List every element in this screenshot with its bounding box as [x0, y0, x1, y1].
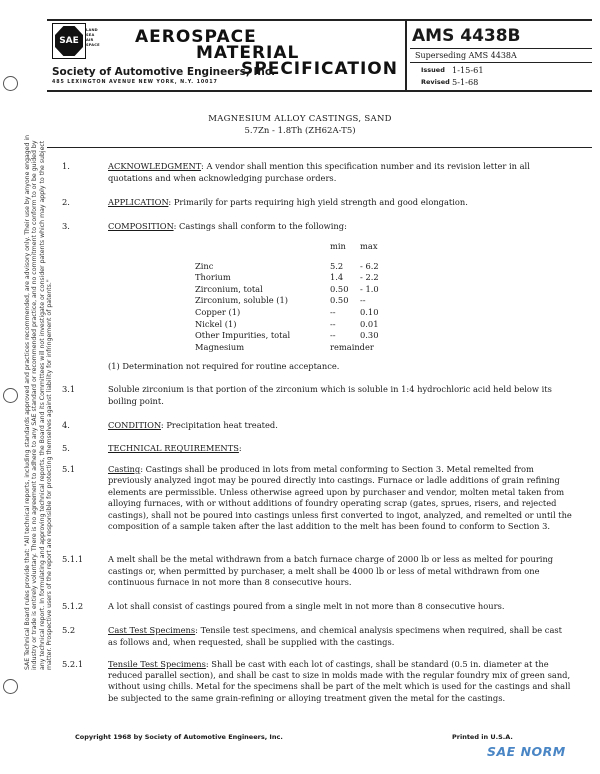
doc-number-rule — [410, 48, 592, 49]
section-3-1-number: 3.1 — [62, 384, 76, 394]
supersedes: Superseding AMS 4438A — [415, 51, 517, 60]
binding-hole — [3, 679, 18, 694]
issued-date: 1-15-61 — [452, 65, 484, 75]
subtitle-rule — [47, 147, 592, 148]
section-3-number: 3. — [62, 221, 70, 231]
col-min: min — [330, 241, 346, 251]
header-divider — [405, 20, 407, 90]
section-3-heading: COMPOSITION — [108, 221, 174, 231]
doc-number: AMS 4438B — [412, 26, 521, 46]
footer-copyright: Copyright 1968 by Society of Automotive Engineers, Inc. — [75, 733, 283, 741]
header-top-rule — [47, 19, 592, 21]
section-3-1-text: Soluble zirconium is that portion of the zirconium which is soluble in 1:4 hydrochloric acid held below its boiling point. — [108, 384, 552, 406]
section-5-2-heading: Cast Test Specimens — [108, 625, 196, 635]
composition-row: Zirconium, total 0.50 - 1.0 — [195, 283, 379, 294]
section-5-1-number: 5.1 — [62, 464, 76, 474]
section-5-2 — [108, 625, 572, 648]
section-5-2-1 — [108, 659, 572, 704]
section-1-number: 1. — [62, 161, 70, 171]
sae-logo — [52, 23, 86, 59]
composition-row: Zinc 5.2 - 6.2 — [195, 260, 379, 271]
composition-row: Other Impurities, total -- 0.30 — [195, 330, 379, 341]
section-3-text: : Castings shall conform to the following: — [173, 221, 347, 231]
header-bottom-rule — [47, 90, 592, 92]
revised-date: 5-1-68 — [452, 77, 479, 87]
issued-label: Issued — [421, 66, 445, 74]
section-5-1-heading: Casting — [108, 464, 141, 474]
section-1-text: : A vendor shall mention this specification number and its revision letter in all quotations and when acknowledging purchase orders. — [108, 161, 530, 183]
composition-footnote: (1) Determination not required for routine acceptance. — [108, 361, 340, 371]
section-2-heading: APPLICATION — [108, 197, 169, 207]
section-5-1-2-number: 5.1.2 — [62, 601, 84, 611]
binding-hole — [3, 76, 18, 91]
title-aerospace: AEROSPACE — [135, 27, 257, 47]
section-5-number: 5. — [62, 443, 70, 453]
section-5 — [108, 443, 572, 455]
section-5-1-1-number: 5.1.1 — [62, 554, 84, 564]
section-5-2-1-text: : Shall be cast with each lot of castings, shall be standard (0.5 in. diameter at the reduced parallel section), and shall be cast to size in molds made with the regular foundry mix of green sand, without using chills. Metal for the specimens shall be part of the melt which is used for the castings and shall be subjected to the same grain-refining or alloying treatment given the metal for the castings. — [108, 659, 571, 703]
section-5-1-2-text: A lot shall consist of castings poured from a single melt in not more than 8 consecutive hours. — [108, 601, 505, 611]
composition-row: Magnesium remainder — [195, 341, 374, 352]
section-5-2-1-number: 5.2.1 — [62, 659, 84, 669]
section-1 — [108, 161, 572, 184]
composition-row: Nickel (1) -- 0.01 — [195, 318, 379, 329]
title-material: MATERIAL — [196, 43, 300, 63]
society-address: 485 LEXINGTON AVENUE NEW YORK, N.Y. 10017 — [52, 80, 218, 85]
section-5-1-text: : Castings shall be produced in lots from metal conforming to Section 3. Metal remelted from previously analyzed ingot may be poured directly into castings. Furnace or ladle additions of grain refining elements are permissible. Unless otherwise agreed upon by purchaser and vendor, molten metal taken from alloying furnaces, with or without additions of foundry operating scrap (gates, sprues, risers, and rejected castings), shall not be poured into castings unless first converted to ingot, analyzed, and remelted or until the composition of a sample taken after the last addition to the melt has been found to conform to Section 3. — [108, 464, 572, 532]
composition-row: Thorium 1.4 - 2.2 — [195, 272, 379, 283]
section-3 — [108, 221, 572, 233]
section-5-2-text: : Tensile test specimens, and chemical analysis specimens when required, shall be cast as follows and, when requested, shall be supplied with the castings. — [108, 625, 562, 647]
disclaimer-text: SAE Technical Board rules provide that: "All technical reports, including standards approved and practices recommended, are advisory only. Their use by anyone engaged in industry or trade is entirely voluntary. There is no agreement to adhere to any SAE standard or recommended practice, and no commitment to conform to or be guided by any technical report. In formulating and approving technical reports, the Board and its Committees will not investigate or consider patents which may apply to the subject matter. Prospective users of the report are responsible for protecting themselves against liability for infringement of patents." — [24, 134, 54, 670]
composition-header — [195, 241, 405, 253]
composition-table — [195, 241, 405, 353]
binding-hole — [3, 388, 18, 403]
subtitle-line2: 5.7Zn - 1.8Th (ZH62A-T5) — [244, 126, 356, 136]
section-4 — [108, 420, 572, 432]
society-name: Society of Automotive Engineers, Inc. — [52, 66, 276, 78]
sidebar-disclaimer — [24, 130, 96, 670]
supersedes-rule — [410, 62, 592, 63]
section-4-heading: CONDITION — [108, 420, 161, 430]
section-5-heading: TECHNICAL REQUIREMENTS — [108, 443, 239, 453]
composition-row: Zirconium, soluble (1) 0.50 -- — [195, 295, 366, 306]
section-2 — [108, 197, 572, 209]
section-5-2-1-heading: Tensile Test Specimens — [108, 659, 206, 669]
composition-row: Copper (1) -- 0.10 — [195, 306, 379, 317]
footer-printed: Printed in U.S.A. — [452, 733, 513, 741]
section-4-text: : Precipitation heat treated. — [160, 420, 278, 430]
section-4-number: 4. — [62, 420, 70, 430]
section-5-1-1-text: A melt shall be the metal withdrawn from a batch furnace charge of 2000 lb or less as melted for pouring castings or, when permitted by purchaser, a melt shall be 4000 lb or less of metal withdrawn from one continuous furnace in not more than 8 consecutive hours. — [108, 554, 554, 588]
logo-monogram: SAE — [59, 36, 79, 46]
subtitle-line1: MAGNESIUM ALLOY CASTINGS, SAND — [208, 114, 392, 124]
section-2-number: 2. — [62, 197, 70, 207]
title-specification: SPECIFICATION — [241, 59, 398, 79]
watermark-logo: SAE NORM — [487, 744, 566, 759]
revised-label: Revised — [421, 78, 450, 86]
col-max: max — [360, 241, 378, 251]
section-5-text: : — [238, 443, 242, 453]
section-5-1 — [108, 464, 572, 532]
section-1-heading: ACKNOWLEDGMENT — [108, 161, 202, 171]
section-2-text: : Primarily for parts requiring high yield strength and good elongation. — [168, 197, 468, 207]
logo-words: LAND SEA AIR SPACE — [86, 28, 100, 47]
section-5-2-number: 5.2 — [62, 625, 76, 635]
